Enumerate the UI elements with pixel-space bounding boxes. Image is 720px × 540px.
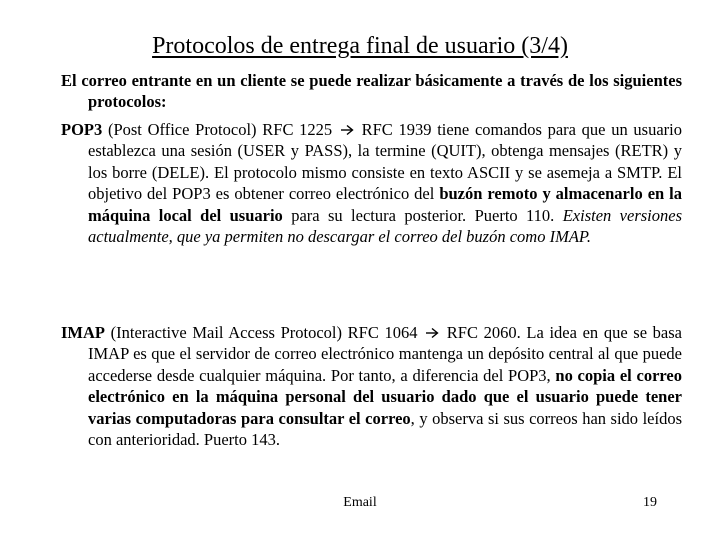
imap-term: IMAP [61,323,105,342]
pop3-text-3: para su lectura posterior. Puerto 110. [282,205,563,225]
imap-text-1: (Interactive Mail Access Protocol) RFC 1064 [105,323,424,342]
pop3-text-2: RFC 1939 tiene comandos para que un usuario establezca una sesión (USER y PASS), la termine (QUIT), obtenga mensajes (RETR) y los borre (DELE). El protocolo mismo consiste en texto ASCII y se asemeja a SMTP. El objetivo del POP3 es obtener correo electrónico del [88,120,682,204]
imap-text-2: RFC 2060. La idea en que se basa IMAP es que el servidor de correo electrónico mantenga un depósito central al que puede accederse desde cualquier máquina. Por tanto, a diferencia del POP3, [88,323,683,385]
imap-bold-phrase: no copia el correo electrónico en la máquina personal del usuario dado que el usuario puede tener varias computadoras para consultar el correo [88,365,682,428]
intro-text: El correo entrante en un cliente se puede realizar básicamente a través de los siguientes protocolos: [61,71,682,112]
pop3-italic-note: Existen versiones actualmente, que ya permiten no descargar el correo del buzón como IMAP. [88,205,682,247]
pop3-text-1: (Post Office Protocol) RFC 1225 [102,120,338,139]
imap-text-3: , y observa si sus correos han sido leídos con anterioridad. Puerto 143. [88,408,682,450]
page-number: 19 [643,495,657,510]
pop3-term: POP3 [61,120,103,139]
right-arrow-icon [340,124,354,136]
right-arrow-icon [425,327,439,339]
imap-paragraph [61,322,682,450]
pop3-bold-phrase: buzón remoto y almacenarlo en la máquina local del usuario [88,184,682,225]
footer-label: Email [343,495,377,510]
intro-paragraph [61,70,682,113]
slide-title: Protocolos de entrega final de usuario (3/4) [152,33,568,59]
pop3-paragraph [61,119,682,247]
